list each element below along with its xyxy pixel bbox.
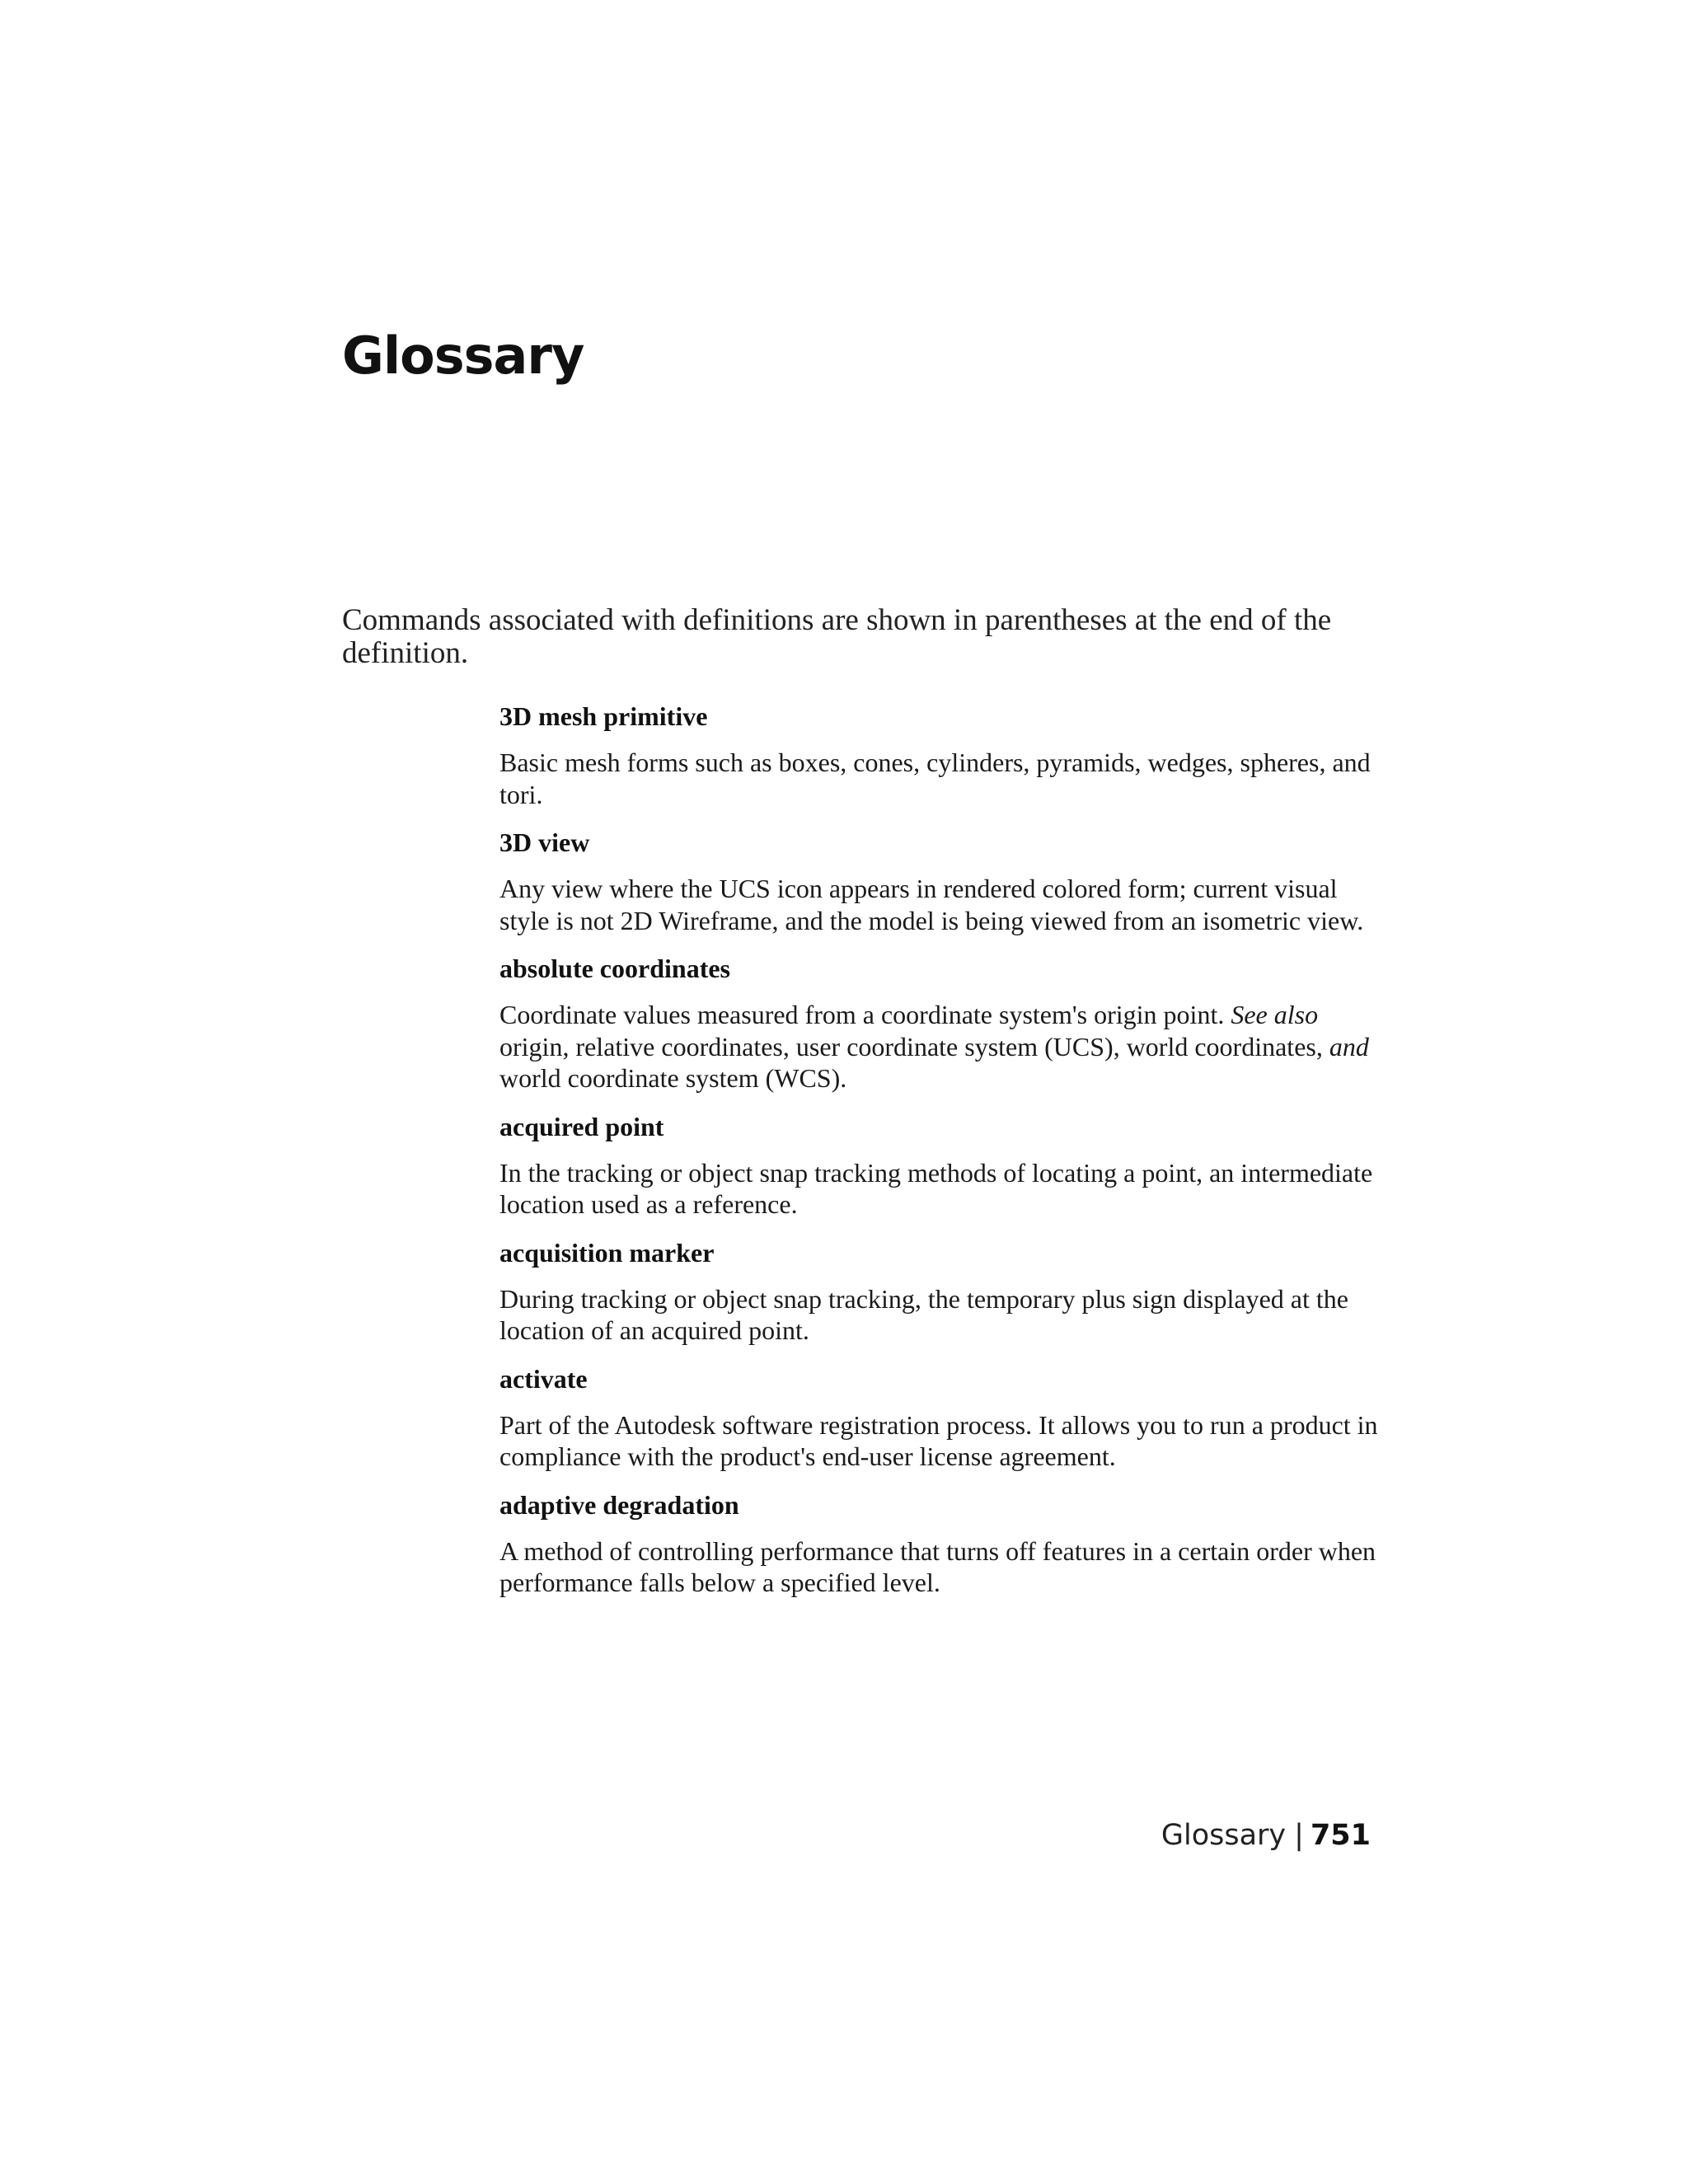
glossary-entry	[499, 953, 1383, 1094]
glossary-entry	[499, 701, 1383, 810]
entry-definition: A method of controlling performance that turns off features in a certain order when performance falls below a specified level.	[499, 1535, 1376, 1597]
entry-definition: During tracking or object snap tracking, the temporary plus sign displayed at the location of an acquired point.	[499, 1283, 1348, 1345]
entry-term: acquisition marker	[499, 1237, 715, 1268]
glossary-entry	[499, 827, 1383, 936]
entry-term: activate	[499, 1363, 588, 1394]
entry-definition	[499, 999, 1383, 1094]
entry-term: adaptive degradation	[499, 1489, 739, 1520]
entry-term: acquired point	[499, 1111, 664, 1141]
definition-text: Coordinate values measured from a coordinate system's origin point.	[499, 1000, 1225, 1029]
footer-separator: |	[1294, 1819, 1304, 1852]
entry-term: 3D view	[499, 827, 590, 857]
page-footer	[1161, 1818, 1371, 1853]
glossary-entry	[499, 1363, 1383, 1473]
entry-term: 3D mesh primitive	[499, 701, 708, 731]
intro-paragraph: Commands associated with definitions are shown in parentheses at the end of the definition.	[342, 603, 1332, 670]
entry-definition: Basic mesh forms such as boxes, cones, cylinders, pyramids, wedges, spheres, and tori.	[499, 748, 1371, 809]
see-also-text: See also	[1231, 1000, 1319, 1029]
page-title: Glossary	[342, 326, 584, 386]
entry-definition: Any view where the UCS icon appears in rendered colored form; current visual style is not 2D Wireframe, and the model is being viewed from an isometric view.	[499, 874, 1364, 935]
glossary-entry	[499, 1237, 1383, 1347]
entry-definition: In the tracking or object snap tracking methods of locating a point, an intermediate location used as a reference.	[499, 1157, 1373, 1219]
glossary-entries	[499, 701, 1383, 1615]
page-number: 751	[1310, 1819, 1371, 1852]
definition-text: world coordinate system (WCS).	[499, 1063, 847, 1093]
and-text: and	[1329, 1031, 1369, 1062]
glossary-entry	[499, 1489, 1383, 1599]
glossary-entry	[499, 1111, 1383, 1221]
definition-text: origin, relative coordinates, user coordinate system (UCS), world coordinates,	[499, 1031, 1323, 1062]
footer-section-title: Glossary	[1160, 1819, 1287, 1852]
entry-definition: Part of the Autodesk software registration process. It allows you to run a product in compliance with the product's end-user license agreement.	[499, 1409, 1378, 1471]
entry-term: absolute coordinates	[499, 954, 730, 983]
